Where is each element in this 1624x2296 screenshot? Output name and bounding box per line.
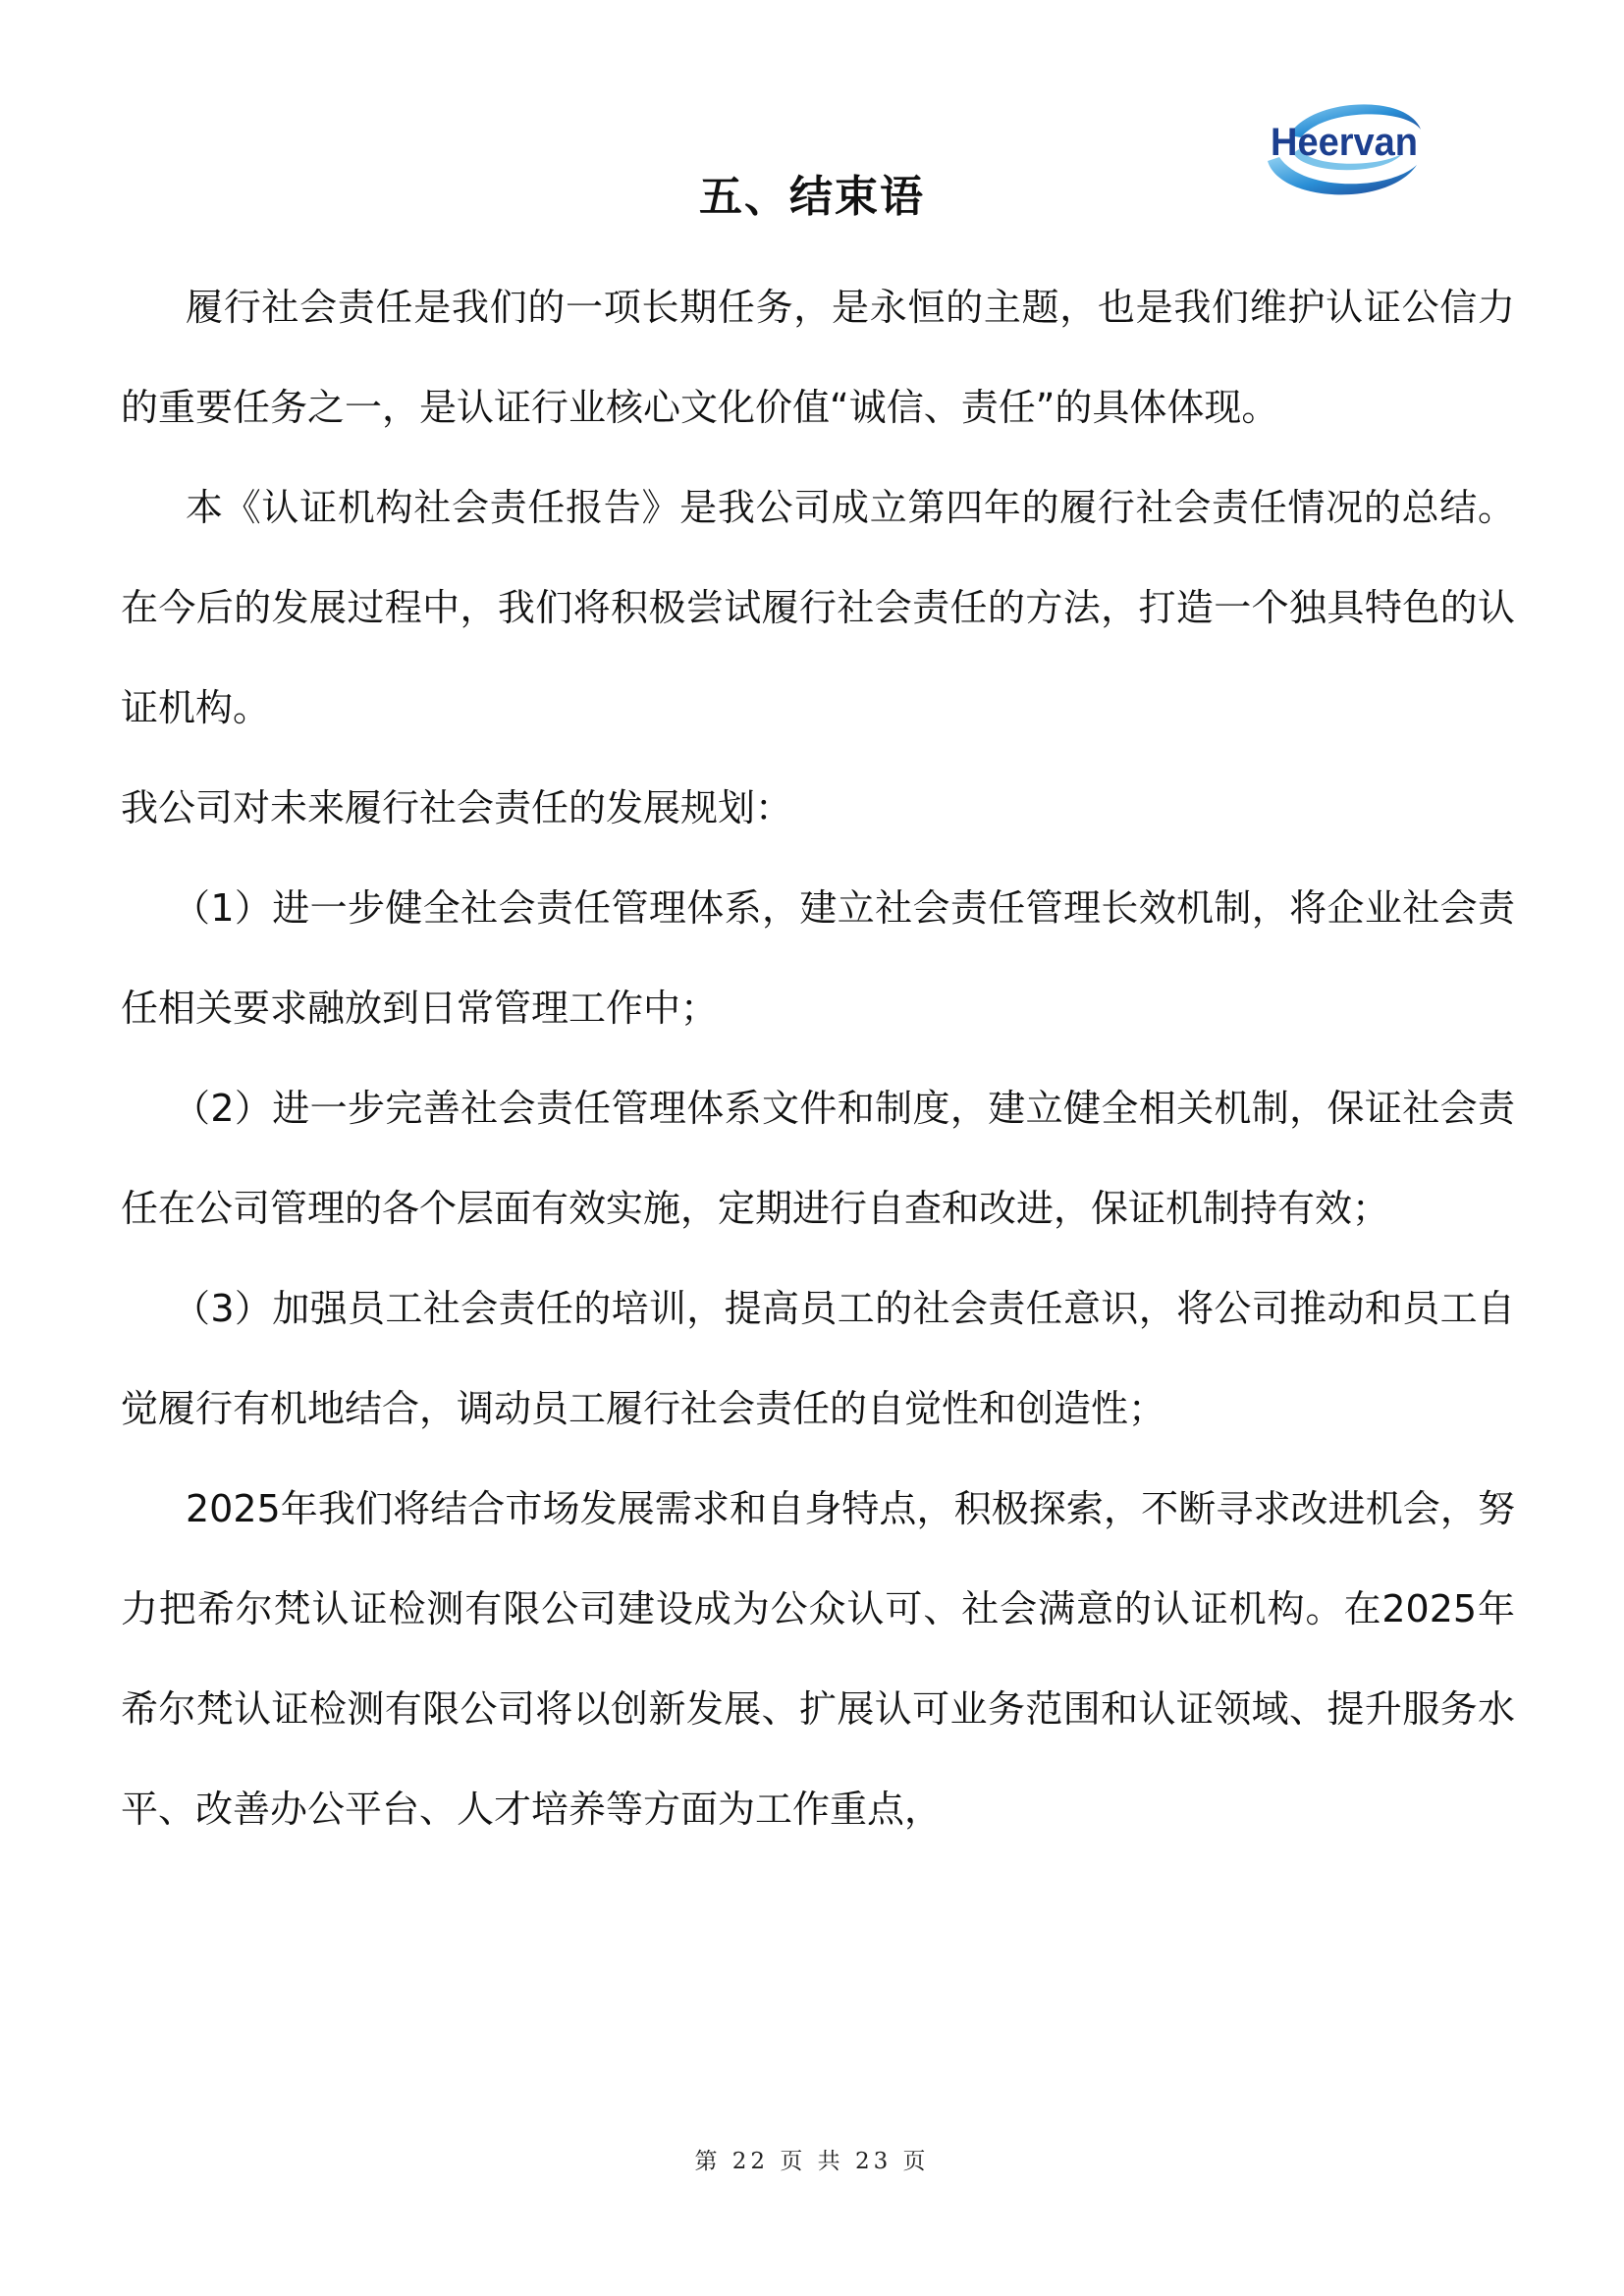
plan-item-3: （3）加强员工社会责任的培训，提高员工的社会责任意识，将公司推动和员工自觉履行有机地结合，调动员工履行社会责任的自觉性和创造性； [121,1287,1515,1430]
paragraph-report-summary: 本《认证机构社会责任报告》是我公司成立第四年的履行社会责任情况的总结。在今后的发展过程中，我们将积极尝试履行社会责任的方法，打造一个独具特色的认证机构。 [121,486,1515,729]
page-title: 五、结束语 [699,172,925,222]
paragraph-intro: 履行社会责任是我们的一项长期任务，是永恒的主题，也是我们维护认证公信力的重要任务之一，是认证行业核心文化价值“诚信、责任”的具体体现。 [121,286,1515,429]
plan-item-2: （2）进一步完善社会责任管理体系文件和制度，建立健全相关机制，保证社会责任在公司管理的各个层面有效实施，定期进行自查和改进，保证机制持有效； [121,1087,1515,1230]
document-body [121,257,1515,1859]
plan-item-1: （1）进一步健全社会责任管理体系，建立社会责任管理长效机制，将企业社会责任相关要求融放到日常管理工作中； [121,886,1515,1030]
paragraph-2025-outlook: 2025年我们将结合市场发展需求和自身特点，积极探索，不断寻求改进机会，努力把希尔梵认证检测有限公司建设成为公众认可、社会满意的认证机构。在2025年希尔梵认证检测有限公司将以创新发展、扩展认可业务范围和认证领域、提升服务水平、改善办公平台、人才培养等方面为工作重点， [121,1487,1515,1831]
page-number: 第 22 页 共 23 页 [694,2149,930,2174]
paragraph-plan-heading: 我公司对未来履行社会责任的发展规划： [121,786,793,829]
logo-wordmark: Heervan [1271,121,1418,164]
